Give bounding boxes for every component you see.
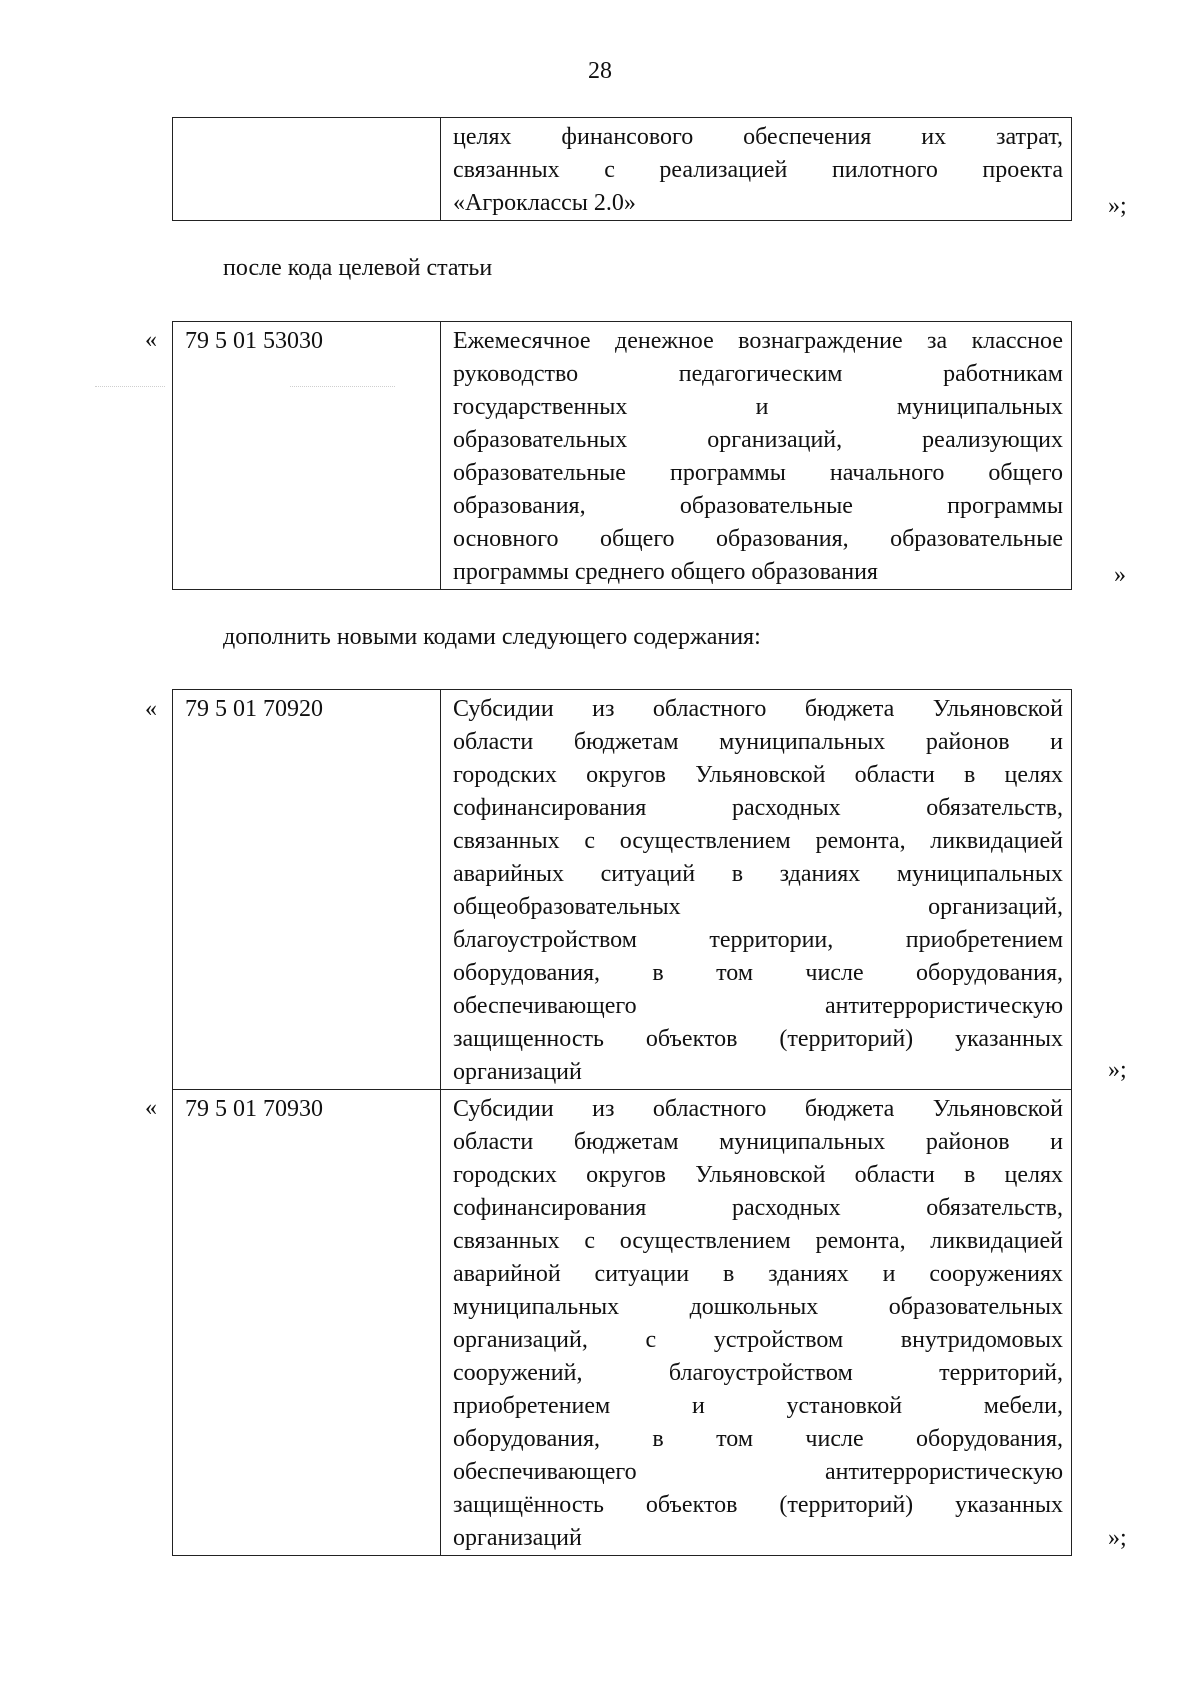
description-cell xyxy=(441,1090,1072,1556)
closing-quote: »; xyxy=(1108,1057,1127,1083)
description-line: обеспечивающего антитеррористическую xyxy=(453,1459,1063,1485)
description-line: городских округов Ульяновской области в целях xyxy=(453,762,1063,788)
description-line: софинансирования расходных обязательств, xyxy=(453,795,1063,821)
description-line: связанных с осуществлением ремонта, ликвидацией xyxy=(453,1228,1063,1254)
table-row xyxy=(173,690,1072,1090)
description-line: софинансирования расходных обязательств, xyxy=(453,1195,1063,1221)
description-line: области бюджетам муниципальных районов и xyxy=(453,1129,1063,1155)
description-line: государственных и муниципальных xyxy=(453,394,1063,420)
opening-quote: « xyxy=(145,696,157,722)
continuation-table xyxy=(172,117,1072,221)
scan-artifact-dots xyxy=(95,386,165,388)
description-cell xyxy=(441,118,1072,221)
description-line: сооружений, благоустройством территорий, xyxy=(453,1360,1063,1386)
description-line: оборудования, в том числе оборудования, xyxy=(453,1426,1063,1452)
description-cell xyxy=(441,322,1072,590)
opening-quote: « xyxy=(145,1095,157,1121)
table-row xyxy=(173,322,1072,590)
description-line: образования, образовательные программы xyxy=(453,493,1063,519)
description-line: городских округов Ульяновской области в целях xyxy=(453,1162,1063,1188)
description-line: приобретением и установкой мебели, xyxy=(453,1393,1063,1419)
description-line: оборудования, в том числе оборудования, xyxy=(453,960,1063,986)
closing-quote: »; xyxy=(1108,193,1127,219)
description-line: связанных с реализацией пилотного проекта xyxy=(453,157,1063,183)
description-line: общеобразовательных организаций, xyxy=(453,894,1063,920)
description-line: образовательных организаций, реализующих xyxy=(453,427,1063,453)
description-line: основного общего образования, образовательные xyxy=(453,526,1063,552)
code-cell xyxy=(173,118,441,221)
code-cell: 79 5 01 70920 xyxy=(173,690,441,1090)
description-line: защищённость объектов (территорий) указанных xyxy=(453,1492,1063,1518)
table-row xyxy=(173,118,1072,221)
description-line: организаций xyxy=(453,1059,582,1085)
description-line: обеспечивающего антитеррористическую xyxy=(453,993,1063,1019)
paragraph-after-code: после кода целевой статьи xyxy=(223,255,493,281)
description-line: муниципальных дошкольных образовательных xyxy=(453,1294,1063,1320)
description-line: аварийных ситуаций в зданиях муниципальных xyxy=(453,861,1063,887)
new-codes-table xyxy=(172,689,1072,1556)
description-line: программы среднего общего образования xyxy=(453,559,878,585)
code-cell: 79 5 01 53030 xyxy=(173,322,441,590)
description-line: связанных с осуществлением ремонта, ликвидацией xyxy=(453,828,1063,854)
description-line: целях финансового обеспечения их затрат, xyxy=(453,124,1063,150)
description-line: организаций xyxy=(453,1525,582,1551)
code-cell: 79 5 01 70930 xyxy=(173,1090,441,1556)
paragraph-add-codes: дополнить новыми кодами следующего содержания: xyxy=(223,624,761,650)
opening-quote: « xyxy=(145,327,157,353)
description-line: Субсидии из областного бюджета Ульяновской xyxy=(453,1096,1063,1122)
description-line: руководство педагогическим работникам xyxy=(453,361,1063,387)
description-line: Субсидии из областного бюджета Ульяновской xyxy=(453,696,1063,722)
closing-quote: »; xyxy=(1108,1525,1127,1551)
code-table-53030 xyxy=(172,321,1072,590)
closing-quote: » xyxy=(1114,562,1126,588)
scan-artifact-dots xyxy=(290,386,395,388)
description-cell xyxy=(441,690,1072,1090)
description-line: «Агроклассы 2.0» xyxy=(453,190,636,216)
description-line: Ежемесячное денежное вознаграждение за классное xyxy=(453,328,1063,354)
table-row xyxy=(173,1090,1072,1556)
description-line: благоустройством территории, приобретением xyxy=(453,927,1063,953)
page-number: 28 xyxy=(588,58,612,84)
description-line: защищенность объектов (территорий) указанных xyxy=(453,1026,1063,1052)
description-line: области бюджетам муниципальных районов и xyxy=(453,729,1063,755)
description-line: организаций, с устройством внутридомовых xyxy=(453,1327,1063,1353)
description-line: аварийной ситуации в зданиях и сооружениях xyxy=(453,1261,1063,1287)
description-line: образовательные программы начального общего xyxy=(453,460,1063,486)
